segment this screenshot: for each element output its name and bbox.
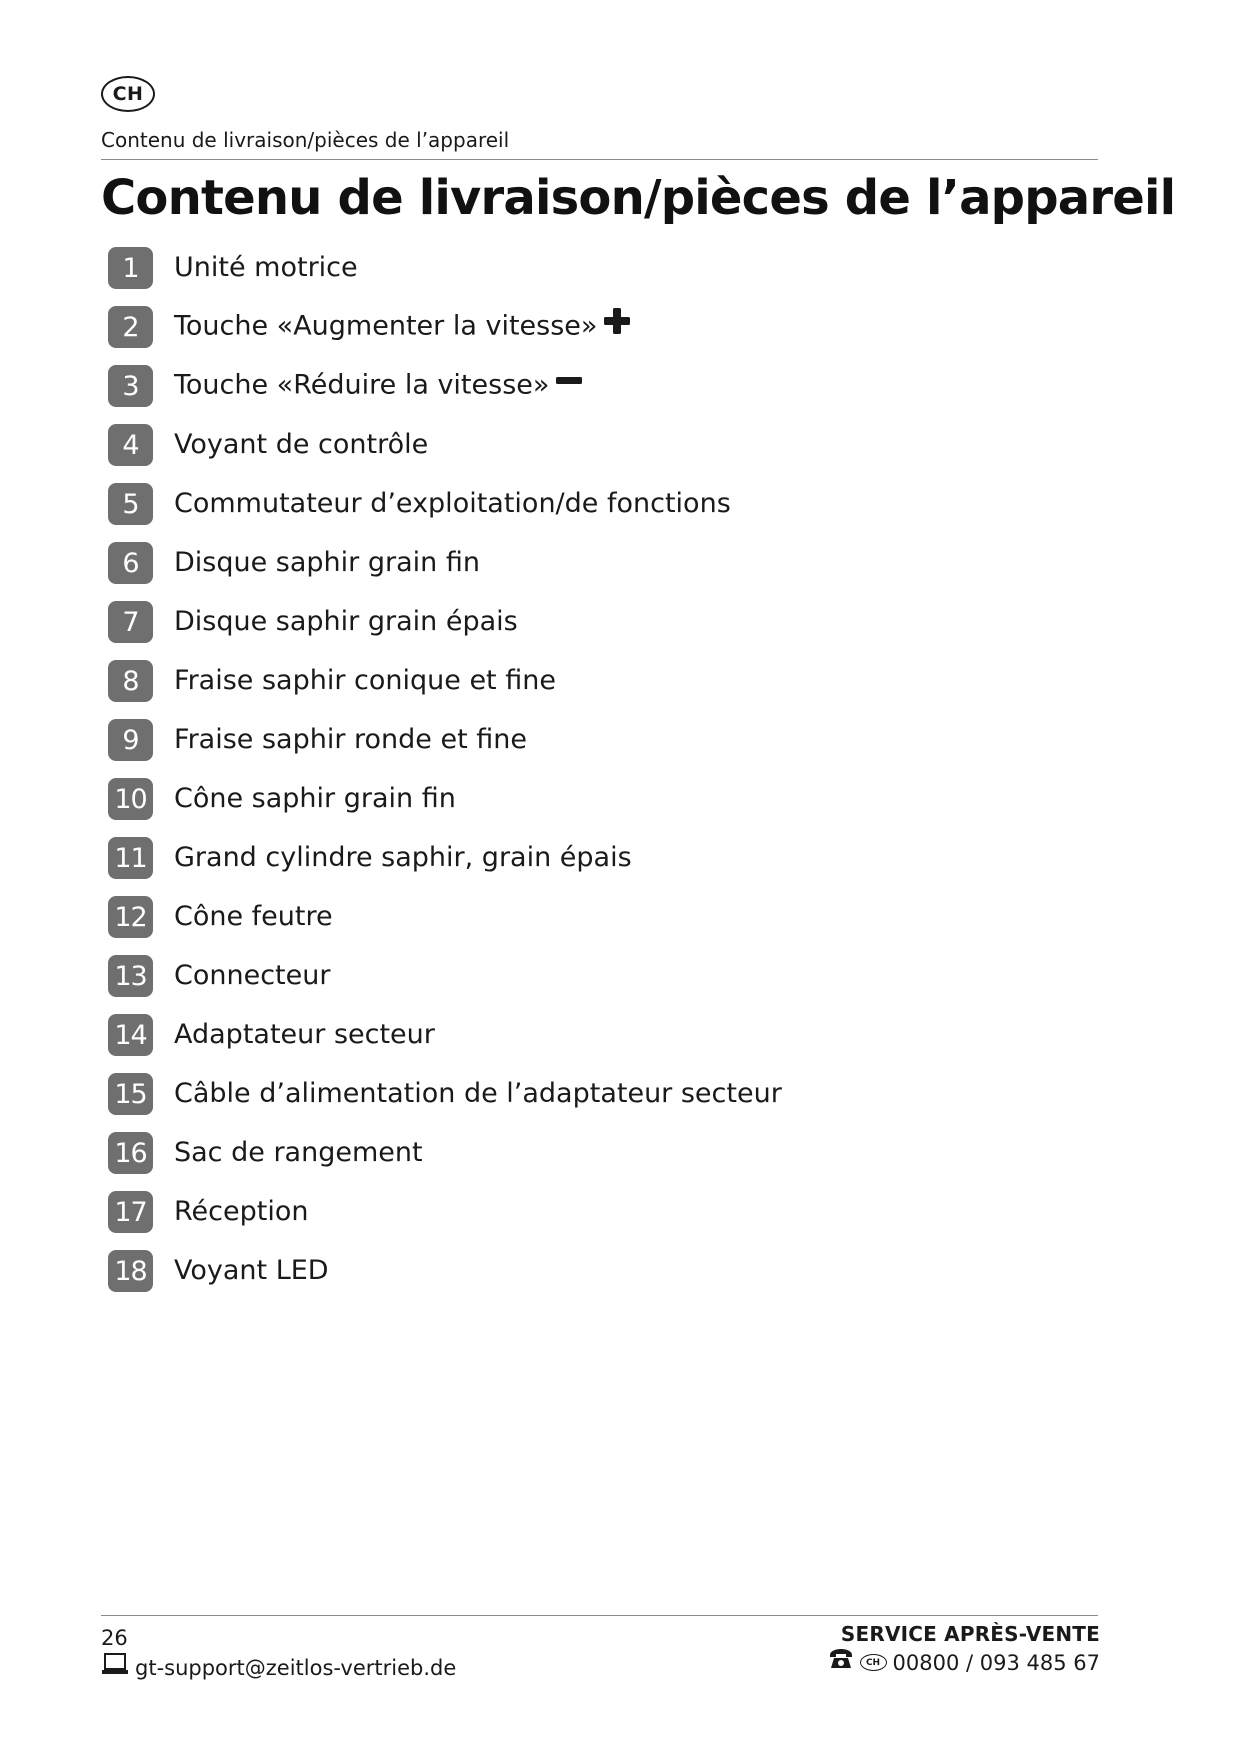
part-label: Adaptateur secteur: [174, 1019, 435, 1050]
part-item: [108, 482, 782, 526]
part-number-badge: 11: [108, 837, 153, 879]
part-label: Disque saphir grain épais: [174, 606, 518, 637]
service-phone[interactable]: 00800 / 093 485 67: [892, 1650, 1100, 1675]
part-label: Disque saphir grain fin: [174, 547, 480, 578]
part-item: [108, 895, 782, 939]
part-number-badge: 10: [108, 778, 153, 820]
part-item: [108, 541, 782, 585]
part-label: Câble d’alimentation de l’adaptateur secteur: [174, 1078, 782, 1109]
part-number-badge: 18: [108, 1250, 153, 1292]
part-number-badge: 13: [108, 955, 153, 997]
part-item: [108, 246, 782, 290]
part-item: [108, 1072, 782, 1116]
part-label: [174, 368, 583, 404]
part-label: Réception: [174, 1196, 309, 1227]
email-row: [101, 1652, 456, 1683]
plus-icon: [603, 307, 631, 343]
part-label: Cône saphir grain fin: [174, 783, 456, 814]
header-divider: [101, 159, 1098, 160]
part-number-badge: 1: [108, 247, 153, 289]
part-item: [108, 1249, 782, 1293]
part-label: Connecteur: [174, 960, 331, 991]
laptop-icon: [101, 1652, 129, 1683]
part-label: Fraise saphir ronde et fine: [174, 724, 528, 755]
part-label-text: Touche «Augmenter la vitesse»: [174, 310, 598, 342]
part-number-badge: 12: [108, 896, 153, 938]
part-item: [108, 305, 782, 349]
part-number-badge: 5: [108, 483, 153, 525]
footer-divider: [101, 1615, 1098, 1616]
part-number-badge: 3: [108, 365, 153, 407]
running-header: Contenu de livraison/pièces de l’appareil: [101, 128, 510, 152]
part-label: Voyant LED: [174, 1255, 329, 1286]
part-number-badge: 17: [108, 1191, 153, 1233]
part-number-badge: 7: [108, 601, 153, 643]
part-number-badge: 2: [108, 306, 153, 348]
part-number-badge: 4: [108, 424, 153, 466]
part-label: Fraise saphir conique et fine: [174, 665, 556, 696]
telephone-icon: [828, 1648, 854, 1677]
part-item: [108, 718, 782, 762]
part-number-badge: 15: [108, 1073, 153, 1115]
page-number: 26: [101, 1626, 128, 1650]
page-title: Contenu de livraison/pièces de l’appareil: [101, 170, 1176, 226]
parts-list: [108, 246, 782, 1308]
phone-country-badge: CH: [860, 1654, 887, 1671]
part-label: Sac de rangement: [174, 1137, 423, 1168]
country-badge: [101, 76, 155, 112]
part-item: [108, 836, 782, 880]
support-email[interactable]: gt-support@zeitlos-vertrieb.de: [135, 1655, 457, 1680]
part-number-badge: 8: [108, 660, 153, 702]
part-label: Commutateur d’exploitation/de fonctions: [174, 488, 731, 519]
service-label: SERVICE APRÈS-VENTE: [840, 1622, 1100, 1646]
country-code: CH: [112, 83, 144, 105]
part-item: [108, 600, 782, 644]
footer-right: [828, 1620, 1100, 1677]
part-label: Grand cylindre saphir, grain épais: [174, 842, 632, 873]
part-item: [108, 777, 782, 821]
part-number-badge: 14: [108, 1014, 153, 1056]
part-item: [108, 1013, 782, 1057]
part-item: [108, 954, 782, 998]
part-label-text: Touche «Réduire la vitesse»: [174, 369, 550, 401]
part-label: Cône feutre: [174, 901, 333, 932]
part-label: [174, 309, 631, 345]
part-number-badge: 9: [108, 719, 153, 761]
minus-icon: [555, 366, 583, 402]
footer-left: [101, 1624, 456, 1683]
part-item: [108, 1190, 782, 1234]
part-label: Unité motrice: [174, 252, 358, 283]
phone-row: [828, 1648, 1100, 1677]
part-item: [108, 1131, 782, 1175]
part-item: [108, 659, 782, 703]
part-item: [108, 364, 782, 408]
part-label: Voyant de contrôle: [174, 429, 429, 460]
part-number-badge: 6: [108, 542, 153, 584]
part-item: [108, 423, 782, 467]
part-number-badge: 16: [108, 1132, 153, 1174]
